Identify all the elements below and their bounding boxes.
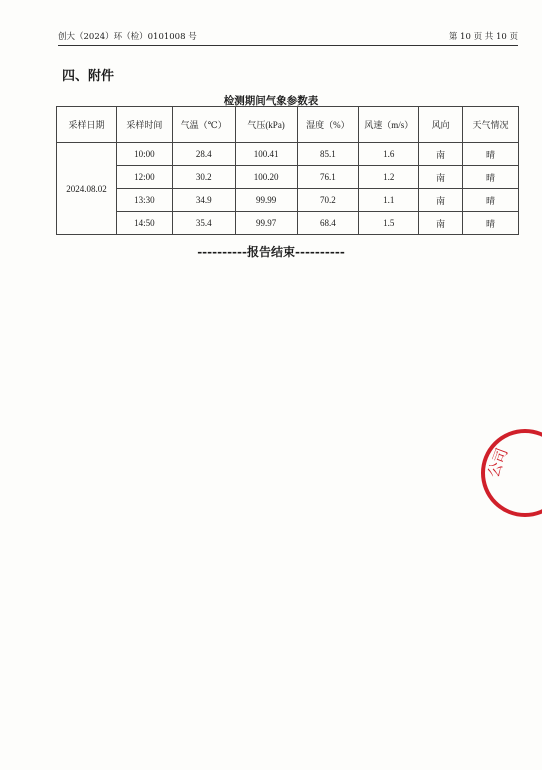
col-header-date: 采样日期 — [57, 107, 117, 143]
table-row — [57, 189, 519, 212]
wind-dir-cell: 南 — [419, 212, 463, 235]
weather-cell: 晴 — [463, 166, 519, 189]
weather-cell: 晴 — [463, 189, 519, 212]
table-row — [57, 166, 519, 189]
col-header-wind-speed: 风速（m/s） — [359, 107, 419, 143]
sample-date-cell: 2024.08.02 — [57, 143, 117, 235]
temp-cell: 35.4 — [172, 212, 235, 235]
table-header-row — [57, 107, 519, 143]
page-indicator: 第 10 页 共 10 页 — [448, 32, 518, 42]
humidity-cell: 70.2 — [297, 189, 359, 212]
pressure-cell: 99.99 — [235, 189, 297, 212]
time-cell: 14:50 — [116, 212, 172, 235]
seal-text: 公司 — [484, 445, 512, 480]
meteorological-table — [56, 106, 519, 235]
table-row — [57, 143, 519, 166]
col-header-humidity: 湿度（%） — [297, 107, 359, 143]
wind-dir-cell: 南 — [419, 166, 463, 189]
col-header-time: 采样时间 — [116, 107, 172, 143]
table-title: 检测期间气象参数表 — [223, 95, 319, 107]
report-end-note: ----------报告结束---------- — [197, 245, 345, 259]
temp-cell: 34.9 — [172, 189, 235, 212]
weather-cell: 晴 — [463, 212, 519, 235]
company-seal-stamp — [480, 428, 542, 518]
pressure-cell: 99.97 — [235, 212, 297, 235]
temp-cell: 30.2 — [172, 166, 235, 189]
humidity-cell: 85.1 — [297, 143, 359, 166]
temp-cell: 28.4 — [172, 143, 235, 166]
col-header-temp: 气温（℃） — [172, 107, 235, 143]
wind-dir-cell: 南 — [419, 143, 463, 166]
wind-speed-cell: 1.5 — [359, 212, 419, 235]
section-title: 四、附件 — [62, 69, 115, 84]
col-header-pressure: 气压(kPa) — [235, 107, 297, 143]
wind-speed-cell: 1.1 — [359, 189, 419, 212]
col-header-weather: 天气情况 — [463, 107, 519, 143]
report-number: 创大（2024）环（检）0101008 号 — [58, 32, 197, 42]
wind-dir-cell: 南 — [419, 189, 463, 212]
page-header — [58, 30, 518, 46]
pressure-cell: 100.20 — [235, 166, 297, 189]
col-header-wind-dir: 风向 — [419, 107, 463, 143]
time-cell: 12:00 — [116, 166, 172, 189]
humidity-cell: 68.4 — [297, 212, 359, 235]
wind-speed-cell: 1.6 — [359, 143, 419, 166]
humidity-cell: 76.1 — [297, 166, 359, 189]
table-row — [57, 212, 519, 235]
time-cell: 13:30 — [116, 189, 172, 212]
time-cell: 10:00 — [116, 143, 172, 166]
wind-speed-cell: 1.2 — [359, 166, 419, 189]
weather-cell: 晴 — [463, 143, 519, 166]
pressure-cell: 100.41 — [235, 143, 297, 166]
